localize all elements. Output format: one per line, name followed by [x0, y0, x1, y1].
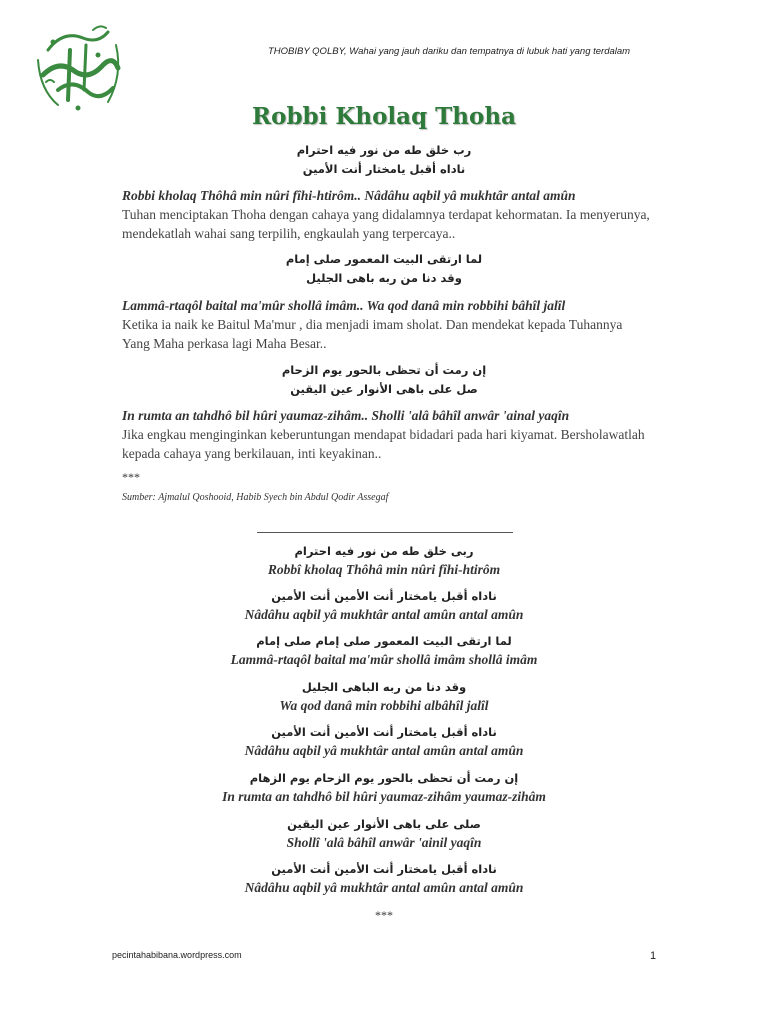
verse-translation: Jika engkau menginginkan keberuntungan mendapat bidadari pada hari kiyamat. Bersholawatlah kepada cahaya yang berkilauan, inti keyakinan.. [122, 427, 645, 461]
lyric-pair [120, 723, 648, 761]
pair-latin: Nâdâhu aqbil yâ mukhtâr antal amûn antal amûn [244, 743, 524, 758]
verse-latin: Lammâ-rtaqôl baital ma'mûr shollâ imâm.. Wa qod danâ min robbihi bâhîl jalîl [122, 298, 566, 313]
arabic-line: رب خلق طه من نور فيه احترام [296, 143, 472, 157]
arabic-line: ناداه أقبل يامختار أنت الأمين [302, 162, 466, 176]
lyric-pair [120, 678, 648, 716]
pair-arabic: ناداه أقبل يامختار أنت الأمين أنت الأمين [271, 862, 497, 876]
lyric-pair [120, 860, 648, 898]
pair-arabic: لما ارتقى البيت المعمور صلى إمام صلى إمام [256, 634, 512, 648]
pair-latin: Nâdâhu aqbil yâ mukhtâr antal amûn antal amûn [244, 607, 524, 622]
pair-latin: Lammâ-rtaqôl baital ma'mûr shollâ imâm shollâ imâm [230, 652, 538, 667]
divider [257, 532, 513, 533]
pair-arabic: صلى على باهى الأنوار عين اليقين [287, 817, 481, 831]
verse-1-arabic [120, 141, 648, 179]
pair-latin: Shollî 'alâ bâhîl anwâr 'ainil yaqîn [286, 835, 482, 850]
verse-1 [122, 186, 652, 243]
pair-latin: Wa qod danâ min robbihi albâhîl jalîl [279, 698, 489, 713]
page-title: Robbi Kholaq Thoha [252, 103, 516, 130]
verse-2-arabic [120, 250, 648, 288]
verse-translation: Ketika ia naik ke Baitul Ma'mur , dia menjadi imam sholat. Dan mendekat kepada Tuhannya Yang Maha perkasa lagi Maha Besar.. [122, 317, 623, 351]
running-head: THOBIBY QOLBY, Wahai yang jauh dariku dan tempatnya di lubuk hati yang terdalam [268, 46, 631, 57]
pair-arabic: ناداه أقبل يامختار أنت الأمين أنت الأمين [271, 589, 497, 603]
verse-2 [122, 296, 652, 353]
arabic-line: لما ارتقى البيت المعمور صلى إمام [285, 252, 483, 266]
arabic-line: وقد دنا من ربه باهى الجليل [306, 271, 462, 285]
pair-latin: Robbî kholaq Thôhâ min nûri fîhi-htirôm [267, 562, 501, 577]
lyric-pair [120, 769, 648, 807]
lyric-pair [120, 587, 648, 625]
muhammad-calligraphy-icon [28, 20, 128, 115]
pair-arabic: وقد دنا من ربه الباهى الجليل [301, 680, 467, 694]
pair-latin: In rumta an tahdhô bil hûri yaumaz-zihâm yaumaz-zihâm [222, 789, 546, 804]
arabic-line: إن رمت أن تحظى بالحور يوم الزحام [281, 363, 487, 377]
verse-3-arabic [120, 361, 648, 399]
separator: *** [122, 470, 140, 484]
lyric-pair [120, 632, 648, 670]
verse-translation: Tuhan menciptakan Thoha dengan cahaya yang didalamnya terdapat kehormatan. Ia menyerunya, mendekatlah wahai sang terpilih, engkaulah yang terpercaya.. [122, 207, 650, 241]
pair-arabic: ناداه أقبل يامختار أنت الأمين أنت الأمين [271, 725, 497, 739]
source-credit: Sumber: Ajmalul Qoshooid, Habib Syech bin Abdul Qodir Assegaf [122, 492, 389, 503]
page-number: 1 [650, 950, 657, 962]
lyric-pair [120, 542, 648, 580]
verse-latin: In rumta an tahdhô bil hûri yaumaz-zihâm.. Sholli 'alâ bâhîl anwâr 'ainal yaqîn [122, 408, 570, 423]
closing-separator: *** [375, 908, 393, 922]
pair-arabic: ربى خلق طه من نور فيه احترام [294, 544, 474, 558]
footer-site: pecintahabibana.wordpress.com [112, 950, 242, 960]
pair-arabic: إن رمت أن تحظى بالحور يوم الزحام يوم الزهام [249, 771, 519, 785]
pair-latin: Nâdâhu aqbil yâ mukhtâr antal amûn antal amûn [244, 880, 524, 895]
verse-latin: Robbi kholaq Thôhâ min nûri fîhi-htirôm.. Nâdâhu aqbil yâ mukhtâr antal amûn [122, 188, 576, 203]
arabic-line: صل على باهى الأنوار عين اليقين [290, 382, 478, 396]
verse-3 [122, 406, 652, 463]
lyric-pair [120, 815, 648, 853]
